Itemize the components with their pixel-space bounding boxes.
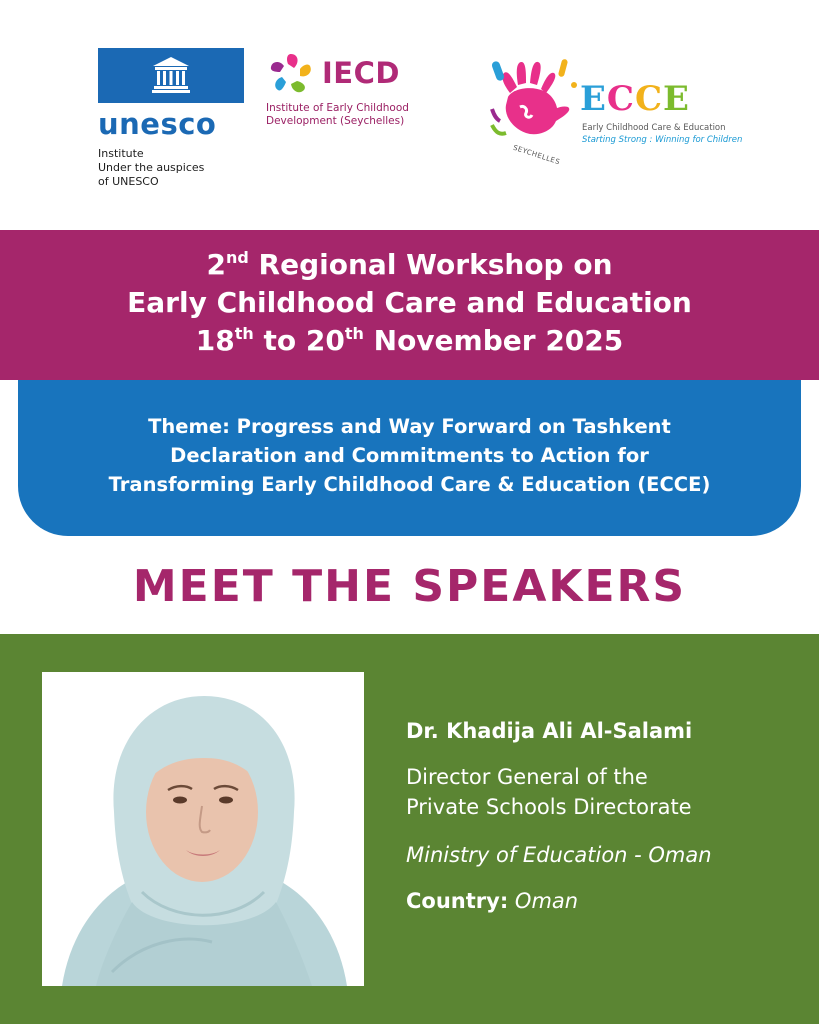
meet-speakers-heading: MEET THE SPEAKERS [132, 561, 687, 612]
star-flower-icon [266, 50, 316, 96]
ecce-wordmark: ECCE [580, 79, 690, 119]
country-label: Country: [406, 889, 509, 913]
ecce-arc-text: SEYCHELLES [511, 143, 562, 167]
workshop-line-2: Early Childhood Care and Education [127, 286, 692, 319]
iecd-subtitle: Institute of Early Childhood Development (Seychelles) [266, 102, 409, 127]
hand-print-icon [490, 55, 582, 155]
speaker-photo [42, 672, 364, 986]
unesco-logo [98, 48, 248, 189]
speaker-ministry: Ministry of Education - Oman [406, 843, 712, 867]
temple-icon [98, 48, 244, 103]
country-value: Oman [508, 889, 579, 913]
unesco-subtitle: Institute Under the auspices of UNESCO [98, 147, 205, 188]
logo-bar [0, 0, 819, 230]
speaker-country [406, 886, 806, 916]
workshop-title [0, 246, 819, 360]
speaker-name: Dr. Khadija Ali Al-Salami [406, 719, 693, 743]
ecce-tagline: Starting Strong : Winning for Children [582, 135, 743, 145]
iecd-logo [266, 50, 446, 128]
unesco-temple-box [98, 48, 244, 103]
unesco-wordmark: unesco [98, 107, 217, 141]
theme-statement: Theme: Progress and Way Forward on Tashkent Declaration and Commitments to Action for Transforming Early Childhood Care & Education (ECCE) [108, 415, 711, 496]
ecce-subtitle: Early Childhood Care & Education [582, 123, 726, 133]
iecd-wordmark: IECD [322, 56, 400, 90]
speaker-title: Director General of the Private Schools Directorate [406, 765, 692, 819]
speaker-portrait-image [42, 672, 364, 986]
speaker-info [406, 716, 806, 916]
workshop-dates: 18th to 20th November 2025 [195, 324, 624, 357]
workshop-line-1: 2nd Regional Workshop on [206, 248, 613, 281]
ecce-logo [490, 55, 743, 175]
